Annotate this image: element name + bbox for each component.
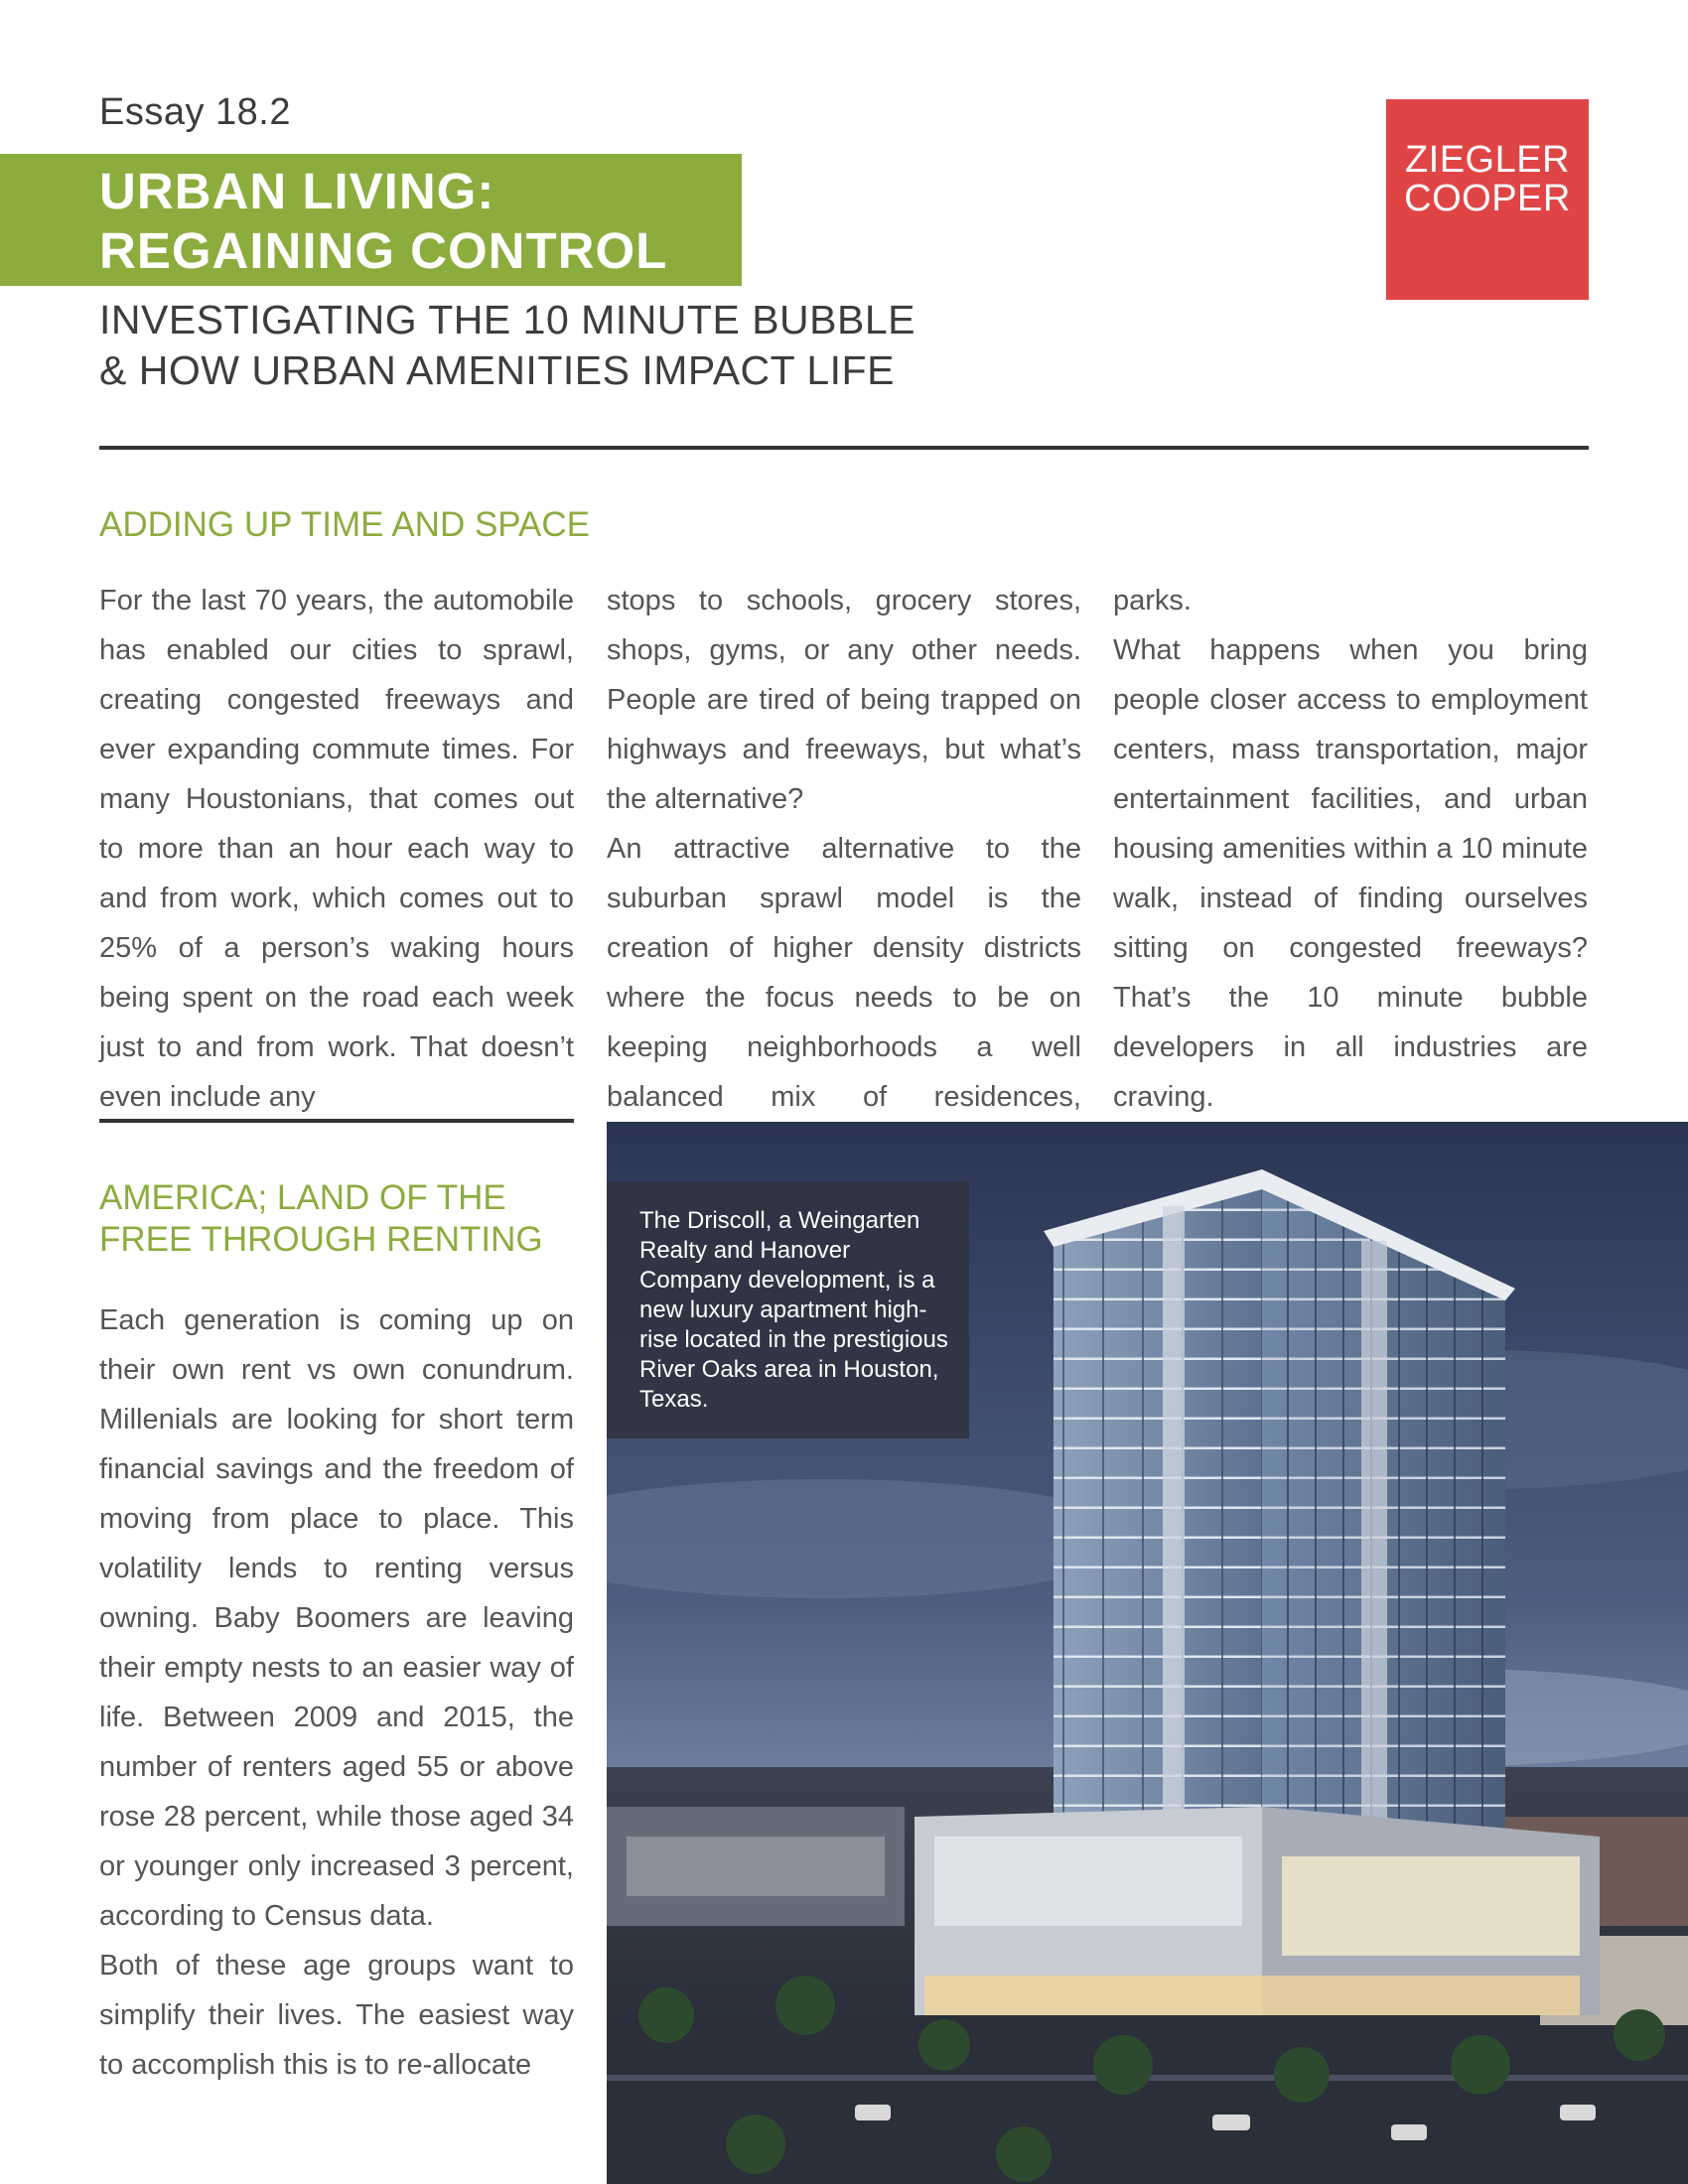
section2-paragraph-2: Both of these age groups want to simplify their lives. The easiest way to accomplish this is to re-allocate	[99, 1950, 574, 2081]
section1-col3-paragraph-2: What happens when you bring people closer access to employment centers, mass transportation, major entertainment facilities, and urban housing amenities within a 10 minute walk, instead of finding ourselves sitting on congested freeways? That’s the 10 minute bubble developers in all industries are craving.	[1113, 634, 1588, 1113]
essay-label: Essay 18.2	[99, 91, 291, 133]
section-divider	[99, 1119, 574, 1123]
section2-column	[99, 1296, 574, 2090]
ziegler-cooper-logo	[1386, 99, 1589, 300]
photo-caption-box	[607, 1181, 969, 1438]
section1-col2-paragraph-1: stops to schools, grocery stores, shops, gyms, or any other needs. People are tired of being trapped on highways and freeways, but what’s the alternative?	[607, 585, 1081, 815]
section2-heading-line-1: AMERICA; LAND OF THE	[99, 1178, 506, 1217]
logo-line-1: ZIEGLER	[1404, 139, 1571, 181]
section1-column-1	[99, 576, 574, 1122]
section1-col2-paragraph-2: An attractive alternative to the suburban sprawl model is the creation of higher density districts where the focus needs to be on keeping neighborhoods a well balanced mix of residences,	[607, 833, 1081, 1113]
title-line-2: REGAINING CONTROL	[99, 222, 668, 279]
section2-heading-line-2: FREE THROUGH RENTING	[99, 1220, 543, 1259]
section1-column-3	[1113, 576, 1588, 1122]
subtitle-line-2: & HOW URBAN AMENITIES IMPACT LIFE	[99, 347, 895, 393]
title-line-1: URBAN LIVING:	[99, 163, 495, 219]
top-divider	[99, 446, 1589, 450]
section-heading-time-space: ADDING UP TIME AND SPACE	[99, 505, 590, 544]
section1-col3-paragraph-1: parks.	[1113, 585, 1192, 616]
section1-col1-text: For the last 70 years, the automobile has enabled our cities to sprawl, creating congested freeways and ever expanding commute times. For many Houstonians, that comes out to more than an hour each way to and from work, which comes out to 25% of a person’s waking hours being spent on the road each week just to and from work. That doesn’t even include any	[99, 585, 574, 1113]
page-title	[99, 162, 667, 281]
logo-text	[1386, 141, 1589, 218]
subtitle-line-1: INVESTIGATING THE 10 MINUTE BUBBLE	[99, 297, 915, 342]
page-subtitle	[99, 295, 993, 396]
section-heading-renting	[99, 1177, 543, 1261]
logo-line-2: COOPER	[1404, 178, 1571, 219]
photo-caption: The Driscoll, a Weingarten Realty and Hanover Company development, is a new luxury apartment high-rise located in the prestigious River Oaks area in Houston, Texas.	[639, 1207, 948, 1413]
section2-paragraph-1: Each generation is coming up on their own rent vs own conundrum. Millenials are looking for short term financial savings and the freedom of moving from place to place. This volatility lends to renting versus owning. Baby Boomers are leaving their empty nests to an easier way of life. Between 2009 and 2015, the number of renters aged 55 or above rose 28 percent, while those aged 34 or younger only increased 3 percent, according to Census data.	[99, 1304, 574, 1932]
